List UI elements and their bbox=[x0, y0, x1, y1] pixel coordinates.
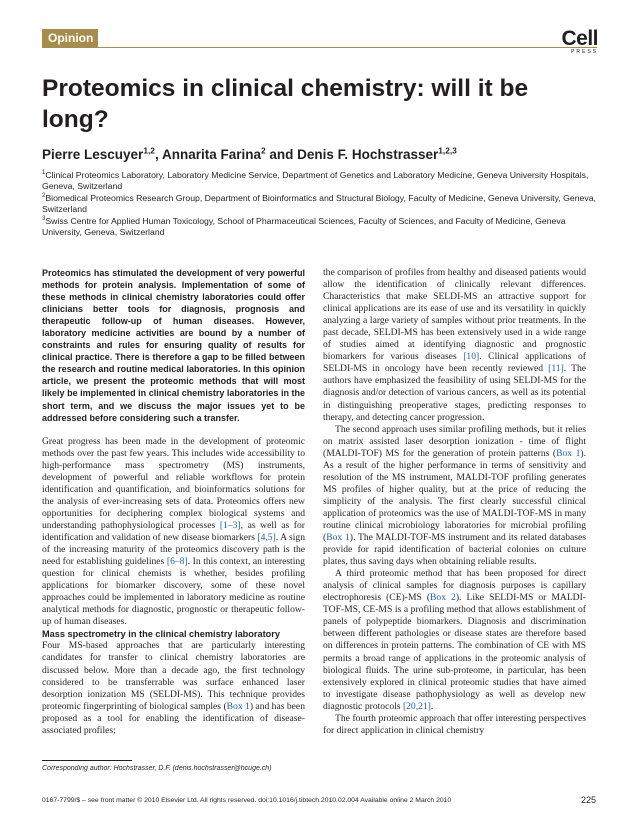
affiliation-text: Swiss Centre for Applied Human Toxicology, School of Pharmaceutical Sciences, Faculty of Sciences, and Faculty of Medicine, Geneva University, Geneva, Switzerland bbox=[42, 216, 566, 238]
journal-logo bbox=[548, 28, 598, 55]
body-paragraph: The second approach uses similar profiling methods, but it relies on matrix assisted laser desorption ionization - time of flight (MALDI-TOF) MS for the generation of protein patterns (Box 1). As a result of the higher performance in terms of sensitivity and resolution of the MS instrument, MALDI-TOF profiling generates MS profiles of higher quality, but at the price of reducing the simplicity of the analysis. The first clearly successful clinical application of proteomics was the use of MALDI-TOF-MS in many routine clinical microbiology laboratories for microbial profiling (Box 1). The MALDI-TOF-MS instrument and its related databases provide for rapid identification of bacterial colonies on culture plates, thus saving days when obtaining reliable results. bbox=[323, 423, 586, 568]
author-affil-marker: 1,2 bbox=[143, 145, 155, 156]
citation-link[interactable]: [6–8] bbox=[166, 556, 188, 568]
right-column bbox=[323, 267, 586, 737]
author-separator: and bbox=[265, 147, 298, 162]
journal-logo-sub: PRESS bbox=[571, 49, 598, 55]
author-separator: , bbox=[154, 147, 162, 162]
header-rule bbox=[42, 47, 597, 48]
affiliation-text: Biomedical Proteomics Research Group, Department of Bioinformatics and Structural Biology, Faculty of Medicine, Geneva University, Geneva, Switzerland bbox=[42, 193, 596, 215]
author-name: Pierre Lescuyer bbox=[42, 147, 144, 162]
citation-link[interactable]: [10] bbox=[463, 351, 480, 363]
left-column bbox=[42, 267, 305, 737]
citation-link[interactable]: [4,5] bbox=[257, 531, 276, 543]
citation-link[interactable]: [11] bbox=[548, 363, 564, 375]
page-footer: 0167-7799/$ – see front matter © 2010 Elsevier Ltd. All rights reserved. doi:10.1016/j.tibtech.2010.02.004 Available online 2 March 2010 bbox=[42, 797, 452, 804]
affiliation-number: 3 bbox=[42, 216, 46, 223]
author-affil-marker: 1,2,3 bbox=[438, 145, 457, 156]
affiliation bbox=[42, 216, 597, 238]
author-name: Annarita Farina bbox=[161, 147, 261, 162]
body-paragraph: A third proteomic method that has been proposed for direct analysis of clinical samples for diagnosis purposes is capillary electrophoresis (CE)-MS (Box 2). Like SELDI-MS or MALDI-TOF-MS, CE-MS is a profiling method that allows establishment of panels of polypeptide biomarkers. Diagnosis and discrimination between different pathologies or disease states are therefore based on differences in protein patterns. The combination of CE with MS permits a broad range of applications in the proteomic analysis of biological fluids. The urine sub-proteome, in particular, has been extensively explored in clinical proteomic studies that have aimed to investigate disease pathophysiology as well as develop new diagnostic protocols [20,21]. bbox=[323, 568, 586, 712]
article-title: Proteomics in clinical chemistry: will it be long? bbox=[42, 75, 529, 133]
affiliation bbox=[42, 193, 597, 215]
affiliation-text: Clinical Proteomics Laboratory, Laboratory Medicine Service, Department of Genetics and Laboratory Medicine, Geneva University Hospitals, Geneva, Switzerland bbox=[42, 170, 589, 192]
box-link[interactable]: Box 2 bbox=[430, 592, 456, 604]
section-badge: Opinion bbox=[42, 29, 98, 47]
box-link[interactable]: Box 1 bbox=[226, 700, 250, 712]
body-paragraph: The fourth proteomic approach that offer interesting perspectives for direct application in clinical chemistry bbox=[323, 712, 586, 736]
author-list bbox=[42, 146, 597, 164]
author-affil-marker: 2 bbox=[261, 145, 266, 156]
body-paragraph: Four MS-based approaches that are particularly interesting candidates for transfer to clinical chemistry laboratories are discussed below. More than a decade ago, the first technology considered to be transferrable was surface enhanced laser desorption ionization MS (SELDI-MS). This technique provides proteomic fingerprinting of biological samples (Box 1) and has been proposed as a tool for enabling the identification of disease-associated profiles; bbox=[42, 640, 305, 736]
citation-link[interactable]: [20,21] bbox=[402, 700, 431, 712]
author-name: Denis F. Hochstrasser bbox=[297, 147, 439, 162]
corresponding-author-note: Corresponding author: Hochstrasser, D.F. (denis.hochstrasser@hcuge.ch) bbox=[42, 765, 272, 772]
section-heading: Mass spectrometry in the clinical chemistry laboratory bbox=[42, 629, 280, 640]
box-link[interactable]: Box 1 bbox=[326, 532, 350, 544]
box-link[interactable]: Box 1 bbox=[556, 447, 581, 459]
journal-logo-word: Cell bbox=[561, 27, 598, 50]
footnote-rule bbox=[42, 760, 132, 761]
intro-paragraph: Great progress has been made in the development of proteomic methods over the past few years. This includes wide accessibility to high-performance mass spectrometry (MS) instruments, development of powerful and reliable workflows for protein identification and quantification, and bioinformatics solutions for the analysis of ever-increasing sets of data. Proteomics offers new opportunities for deciphering complex biological systems and understanding pathophysiological processes [1–3], as well as for identification and validation of new disease biomarkers [4,5]. A sign of the increasing maturity of the proteomics discovery path is the need for establishing guidelines [6–8]. In this context, an interesting question for clinical chemists is whether, besides profiling applications for biomarker discovery, some of these novel approaches could be implemented in laboratory medicine as routine analytical methods for diagnostic, prognostic or therapeutic follow-up of human diseases. bbox=[42, 435, 305, 628]
affiliation-number: 1 bbox=[42, 170, 46, 177]
body-paragraph: the comparison of profiles from healthy and diseased patients would allow the identification of clinically relevant differences. Characteristics that make SELDI-MS an attractive support for clinical applications are its ease of use and its versatility in quickly analyzing a large variety of samples without prior treatments. In the past decade, SELDI-MS has been extensively used in a wide range of studies aimed at identifying diagnostic and prognostic biomarkers for various diseases [10]. Clinical applications of SELDI-MS in oncology have been recently reviewed [11]. The authors have emphasized the feasibility of using SELDI-MS for the diagnosis and/or detection of various cancers, as well as its potential in distinguishing preoperative stages, predicting responses to therapy, and detecting cancer progression. bbox=[323, 267, 587, 423]
citation-link[interactable]: [1–3] bbox=[219, 519, 241, 531]
affiliation bbox=[42, 170, 597, 192]
abstract: Proteomics has stimulated the development of very powerful methods for protein analysis. Implementation of some of these methods in clinical chemistry laboratories could offer clinicians better tools for diagnosis, prognosis and therapeutic follow-up of human diseases. However, laboratory medicine activities are bound by a number of constraints and rules for ensuring quality of results for clinical practice. There is therefore a gap to be filled between the research and routine medical laboratories. In this opinion article, we present the proteomic methods that will most likely be implemented in clinical chemistry laboratories in the short term, and we discuss the major issues yet to be addressed before considering such a transfer. bbox=[42, 268, 305, 423]
page-number: 225 bbox=[580, 795, 596, 805]
affiliation-number: 2 bbox=[42, 193, 46, 200]
